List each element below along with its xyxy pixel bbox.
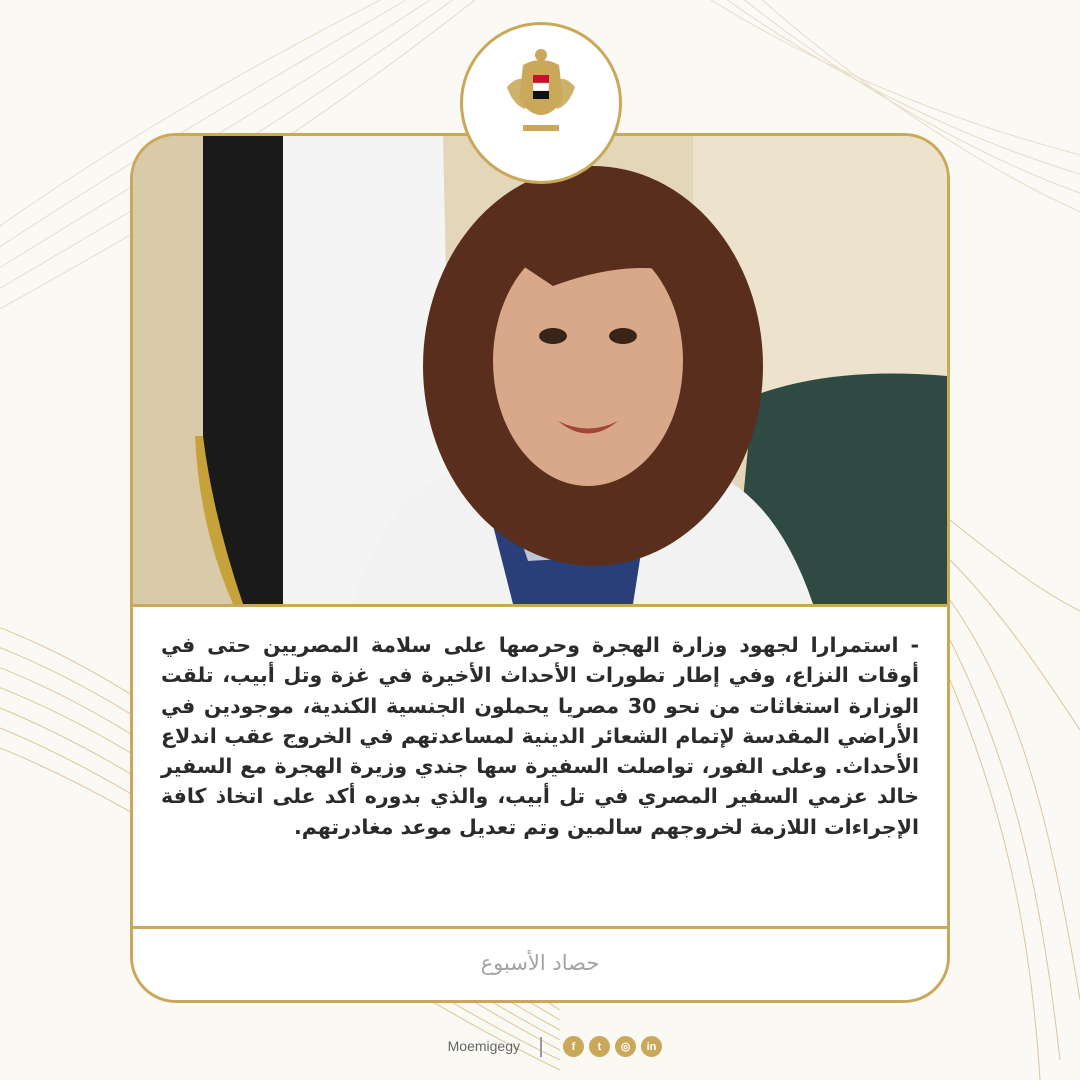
ministry-logo: [460, 22, 622, 184]
social-handle[interactable]: Moemigegy: [447, 1038, 520, 1054]
footer: [0, 1034, 1080, 1062]
text-divider: [133, 926, 947, 929]
instagram-icon[interactable]: ◎: [615, 1036, 636, 1057]
footer-separator: [540, 1037, 542, 1057]
photo-divider: [133, 604, 947, 607]
post-card: [130, 133, 950, 1003]
facebook-icon[interactable]: f: [563, 1036, 584, 1057]
social-icons: [563, 1036, 662, 1057]
tagline-weekly-harvest: حصاد الأسبوع: [480, 951, 600, 975]
post-body-text: - استمرارا لجهود وزارة الهجرة وحرصها على سلامة المصريين حتى في أوقات النزاع، وفي إطار تطورات الأحداث الأخيرة في غزة وتل أبيب، تلقت الوزارة استغاثات من نحو 30 مصريا يحملون الجنسية الكندية، موجودين في الأراضي المقدسة لإتمام الشعائر الدينية لمساعدتهم في الخروج عقب اندلاع الأحداث. وعلى الفور، تواصلت السفيرة سها جندي وزيرة الهجرة مع السفير خالد عزمي السفير المصري في تل أبيب، والذي بدوره أكد على اتخاذ كافة الإجراءات اللازمة لخروجهم سالمين وتم تعديل موعد مغادرتهم.: [161, 633, 919, 839]
minister-photo: [133, 136, 947, 604]
twitter-icon[interactable]: t: [589, 1036, 610, 1057]
linkedin-icon[interactable]: in: [641, 1036, 662, 1057]
